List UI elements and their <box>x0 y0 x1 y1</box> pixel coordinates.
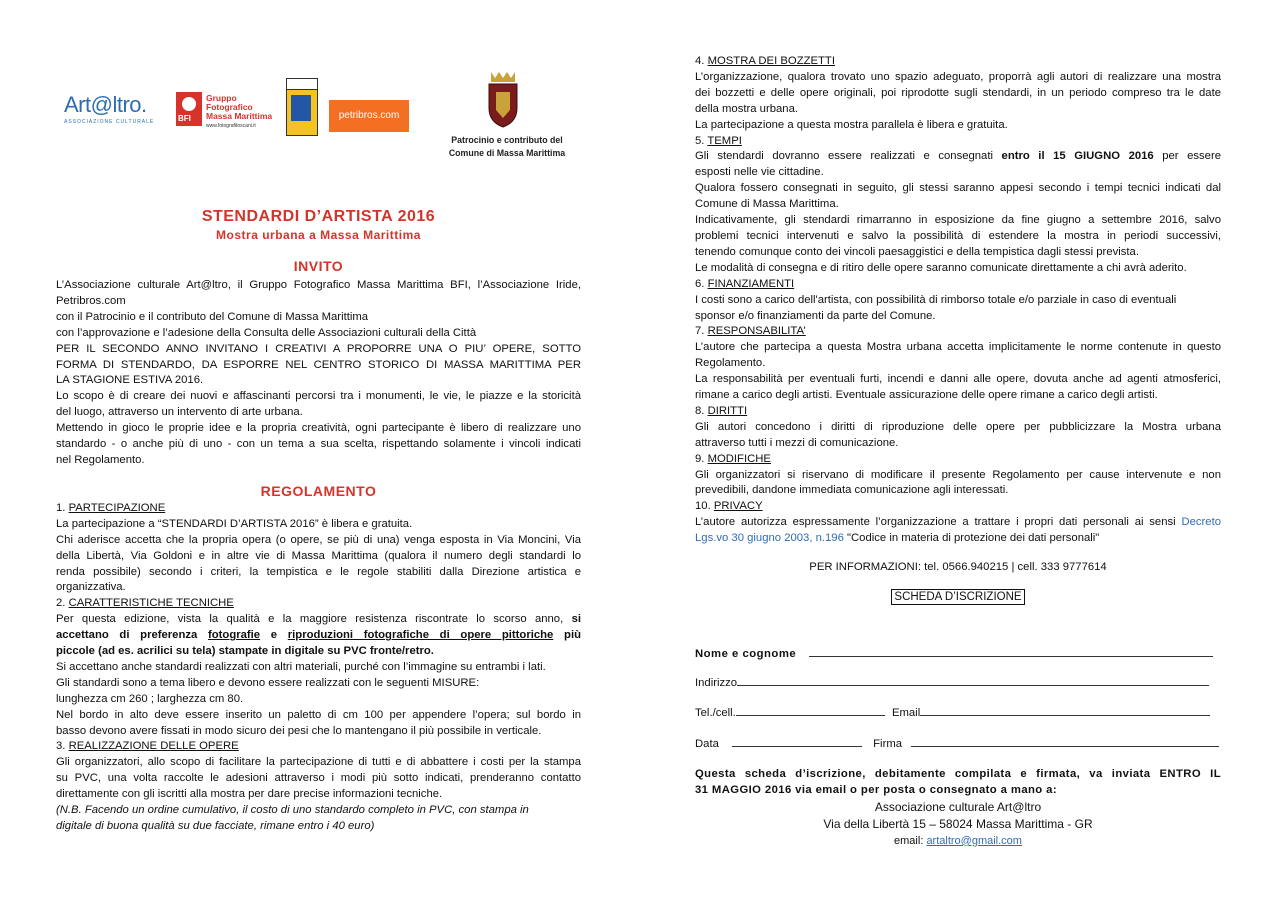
form-row-indirizzo <box>695 674 1215 691</box>
section-line: per essere <box>1153 150 1222 163</box>
section-line: Regolamento. <box>695 357 766 370</box>
section-line: tenendo comunque conto dei vincoli paesaggistici e della tempistica dagli stessi prevista. <box>695 245 1139 258</box>
eye-icon <box>176 92 202 126</box>
decreto-link[interactable]: Lgs.vo 30 giugno 2003, n.196 <box>695 532 844 545</box>
document-title: STENDARDI D’ARTISTA 2016 <box>201 208 436 225</box>
section-line: L’autore che partecipa a questa Mostra urbana accetta implicitamente le norme contenute in questo <box>695 341 1221 354</box>
tel-field[interactable] <box>736 704 885 716</box>
section-bold: e <box>260 629 288 642</box>
section-number: 6. <box>695 277 708 290</box>
decreto-link[interactable]: Decreto <box>1181 516 1221 529</box>
section-line: La partecipazione a questa mostra parallela è libera e gratuita. <box>695 118 1008 131</box>
closing-instructions <box>695 767 1221 799</box>
section-line: prevedibili, dandone immediata comunicazione agli interessati. <box>695 484 1009 497</box>
section-line: L’organizzazione, qualora trovato uno spazio adeguato, proporrà agli autori di realizzare una mostra <box>695 70 1221 83</box>
section-line: problemi tecnici intervenuti e salvo la possibilità di estendere la mostra in periodi successivi, <box>695 229 1221 242</box>
section-line: Indicativamente, gli stendardi rimarranno in esposizione da fine giugno a settembre 2016, salvo <box>695 214 1221 227</box>
section-realizzazione <box>56 739 581 834</box>
section-line: Gli stendardi dovranno essere realizzati e consegnati <box>695 150 1002 163</box>
closing-email-line <box>695 833 1221 849</box>
section-line: Gli autori concedono i diritti di riproduzione delle opere per pubblicizzare la Mostra urbana <box>695 420 1221 433</box>
section-line: Si accettano anche standardi realizzati con altri materiali, purché con l’immagine su entrambi i lati. <box>56 660 546 673</box>
section-title: DIRITTI <box>707 404 748 417</box>
section-title: MODIFICHE <box>707 452 771 465</box>
section-line: I costi sono a carico dell'artista, con possibilità di rimborso totale e/o parziale in caso di eventuali <box>695 293 1177 306</box>
document-subtitle: Mostra urbana a Massa Marittima <box>216 228 421 242</box>
email-prefix: email: <box>894 834 927 847</box>
section-line: Chi aderisce accetta che la propria opera (o opere, se più di una) venga esposta in Via Moncini, Via <box>56 533 581 546</box>
gruppo-logo-text <box>206 94 272 121</box>
document-title-block <box>56 208 581 242</box>
crest-caption-line-1: Patrocinio e contributo del <box>451 135 563 145</box>
section-line: Qualora fossero consegnati in seguito, gli stessi saranno appesi secondo i tempi tecnici indicati dal <box>695 182 1221 195</box>
section-number: 3. <box>56 740 69 753</box>
invito-line: con il Patrocinio e il contributo del Comune di Massa Marittima <box>56 310 369 323</box>
crest-caption <box>437 134 577 160</box>
invito-line: standardo - o anche più di uno - con un tema a sua scelta, rispettando solamente i vincoli indicati <box>56 438 581 451</box>
scheda-title: SCHEDA D’ISCRIZIONE <box>891 589 1024 605</box>
data-field[interactable] <box>732 735 862 747</box>
form-row-nome <box>695 645 1215 662</box>
indirizzo-field[interactable] <box>737 674 1209 686</box>
section-line: direttamente con gli iscritti alla mostra per dare precise informazioni tecniche. <box>56 788 443 801</box>
section-number: 7. <box>695 325 708 338</box>
section-line: La partecipazione a “STENDARDI D’ARTISTA 2016” è libera e gratuita. <box>56 517 413 530</box>
invito-line: FORMA DI STENDARDO, DA ESPORRE NEL CENTRO STORICO DI MASSA MARITTIMA PER <box>56 358 581 371</box>
section-caratteristiche <box>56 596 581 739</box>
right-column <box>695 54 1221 605</box>
section-number: 8. <box>695 404 708 417</box>
scheda-box <box>695 587 1221 605</box>
section-number: 10. <box>695 500 714 513</box>
section-bold: accettano di preferenza <box>56 629 208 642</box>
artaltro-logo-name: Art@ltro. <box>64 92 147 117</box>
data-label: Data <box>695 738 719 750</box>
invito-line: LA STAGIONE ESTIVA 2016. <box>56 374 204 387</box>
closing-line: Questa scheda d’iscrizione, debitamente compilata e firmata, va inviata ENTRO IL <box>695 768 1221 780</box>
invito-line: del luogo, attraverso un intervento di arte urbana. <box>56 406 303 419</box>
section-number: 5. <box>695 134 708 147</box>
nome-field[interactable] <box>809 645 1213 657</box>
gruppo-fotografico-logo <box>176 90 286 132</box>
section-bold-underline: fotografie <box>208 629 261 642</box>
email-link[interactable]: artaltro@gmail.com <box>926 834 1022 847</box>
indirizzo-label: Indirizzo <box>695 677 738 689</box>
section-line: Le modalità di consegna e di ritiro delle opere saranno comunicate direttamente a chi avrà aderito. <box>695 261 1187 274</box>
section-diritti <box>695 404 1221 452</box>
crest-caption-line-2: Comune di Massa Marittima <box>448 148 566 158</box>
section-line: lunghezza cm 260 ; larghezza cm 80. <box>56 692 244 705</box>
section-line: renda possibile) secondo i criteri, la tempistica e le regole stabiliti dalla Direzione artistica e <box>56 565 581 578</box>
regolamento-heading: REGOLAMENTO <box>260 482 377 499</box>
section-finanziamenti <box>695 277 1221 325</box>
section-partecipazione <box>56 501 581 596</box>
section-line: esposti nelle vie cittadine. <box>695 166 824 179</box>
section-privacy <box>695 499 1221 547</box>
gruppo-line-1: Gruppo <box>206 93 237 103</box>
section-line: dei bozzetti e delle opere originali, poi riprodotte sugli stendardi, in un periodo compreso tra le date <box>695 86 1221 99</box>
invito-line: Petribros.com <box>56 294 126 307</box>
crest-icon <box>485 70 521 128</box>
section-tempi <box>695 134 1221 277</box>
section-bold: più <box>553 629 581 642</box>
note-line: digitale di buona qualità su due facciate, rimane entro i 40 euro) <box>56 820 375 832</box>
gruppo-line-2: Fotografico <box>206 102 253 112</box>
email-label: Email <box>891 707 921 719</box>
invito-line: Mettendo in gioco le proprie idee e la propria creatività, ogni partecipante è libero di realizzare uno <box>56 422 581 435</box>
section-line: La responsabilità per eventuali furti, incendi e danni alle opere, dovuta anche ad agenti atmosferici, <box>695 373 1221 386</box>
iride-logo <box>286 78 318 136</box>
section-line: sponsor e/o finanziamenti da parte del Comune. <box>695 309 936 322</box>
left-column <box>56 258 581 835</box>
artaltro-logo-sub: ASSOCIAZIONE CULTURALE <box>64 119 155 125</box>
section-line: attraverso tutti i mezzi di comunicazione. <box>695 436 899 449</box>
section-title: FINANZIAMENTI <box>707 277 795 290</box>
nome-label: Nome e cognome <box>695 648 797 660</box>
section-line: Per questa edizione, vista la qualità e la maggiore resistenza riscontrate lo scorso anno, <box>56 613 572 626</box>
info-contacts: PER INFORMAZIONI: tel. 0566.940215 | cell. 333 9777614 <box>809 561 1107 574</box>
section-bold: si <box>571 613 581 626</box>
email-field[interactable] <box>920 704 1210 716</box>
section-line: della mostra urbana. <box>695 102 798 115</box>
section-line: basso devono avere fissati in modo sicuro dei pesi che lo mantengano il più possibile in verticale. <box>56 724 542 737</box>
section-line: Gli organizzatori, allo scopo di facilitare la partecipazione di tutti e di abbattere i costi per la stampa <box>56 756 581 769</box>
tel-label: Tel./cell. <box>695 707 736 719</box>
invito-text <box>56 278 581 469</box>
logo-strip <box>56 68 586 168</box>
section-line: rimane a carico degli artisti. Eventuale assicurazione delle opere rimane a carico degli artisti. <box>695 389 1158 402</box>
section-line: Nel bordo in alto deve essere inserito un paletto di cm 100 per appendere l’opera; sul bordo in <box>56 708 581 721</box>
section-line: organizzativa. <box>56 581 126 594</box>
section-bold-underline: riproduzioni fotografiche di opere pittoriche <box>287 629 554 642</box>
section-line: "Codice in materia di protezione dei dati personali" <box>843 532 1100 545</box>
section-title: PARTECIPAZIONE <box>68 501 166 514</box>
section-line: su PVC, una volta raccolte le adesioni attraverso i modi più sotto indicati, prenderanno contatto <box>56 772 581 785</box>
deadline-bold: entro il 15 GIUGNO 2016 <box>1001 150 1154 163</box>
section-title: TEMPI <box>707 134 742 147</box>
section-title: MOSTRA DEI BOZZETTI <box>707 55 835 67</box>
section-line: della Libertà, Via Goldoni e in altre vie di Massa Marittima (qualora il numero degli standardi lo <box>56 549 581 562</box>
section-number: 2. <box>56 597 69 610</box>
form-row-data-firma <box>695 735 1215 752</box>
section-modifiche <box>695 452 1221 500</box>
section-bozzetti <box>695 54 1221 134</box>
section-number: 9. <box>695 452 708 465</box>
section-line: Gli standardi sono a tema libero e devono essere realizzati con le seguenti MISURE: <box>56 676 480 689</box>
section-title: RESPONSABILITA’ <box>707 325 806 338</box>
form-row-tel-email <box>695 704 1215 721</box>
section-responsabilita <box>695 324 1221 404</box>
invito-line: PER IL SECONDO ANNO INVITANO I CREATIVI A PROPORRE UNA O PIU’ OPERE, SOTTO <box>56 342 581 355</box>
section-title: REALIZZAZIONE DELLE OPERE <box>68 740 239 753</box>
closing-address: Via della Libertà 15 – 58024 Massa Marittima - GR <box>823 816 1093 831</box>
section-number: 1. <box>56 501 69 514</box>
section-title: CARATTERISTICHE TECNICHE <box>68 597 234 610</box>
gruppo-line-3: Massa Marittima <box>206 111 273 121</box>
section-line: L’autore autorizza espressamente l’organizzazione a trattare i propri dati personali ai sensi <box>695 516 1182 529</box>
closing-org: Associazione culturale Art@ltro <box>874 799 1042 814</box>
firma-label: Firma <box>873 738 903 750</box>
section-line: Comune di Massa Marittima. <box>695 198 839 211</box>
closing-line: 31 MAGGIO 2016 via email o per posta o consegnato a mano a: <box>695 783 1057 796</box>
section-number: 4. <box>695 55 708 67</box>
gruppo-url: www.fotografitoscani.it <box>206 123 256 129</box>
invito-line: Lo scopo è di creare dei nuovi e affascinanti percorsi tra i monumenti, le vie, le piazze e la storicità <box>56 390 581 403</box>
invito-line: L’Associazione culturale Art@ltro, il Gruppo Fotografico Massa Marittima BFI, l’Associazione Iride, <box>56 279 581 291</box>
section-title: PRIVACY <box>713 500 763 513</box>
section-line: Gli organizzatori si riservano di modificare il presente Regolamento per cause intervenute e non <box>695 468 1221 481</box>
note-line: (N.B. Facendo un ordine cumulativo, il costo di uno standardo completo in PVC, con stampa in <box>56 804 529 817</box>
invito-line: nel Regolamento. <box>56 453 145 466</box>
invito-line: con l’approvazione e l’adesione della Consulta delle Associazioni culturali della Città <box>56 326 477 339</box>
invito-heading: INVITO <box>293 258 344 274</box>
petribros-logo: petribros.com <box>329 100 409 132</box>
section-bold-line: piccole (ad es. acrilici su tela) stampate in digitale su PVC fronte/retro. <box>56 645 434 658</box>
artaltro-logo <box>64 92 154 125</box>
firma-field[interactable] <box>911 735 1219 747</box>
closing-block <box>695 767 1221 849</box>
